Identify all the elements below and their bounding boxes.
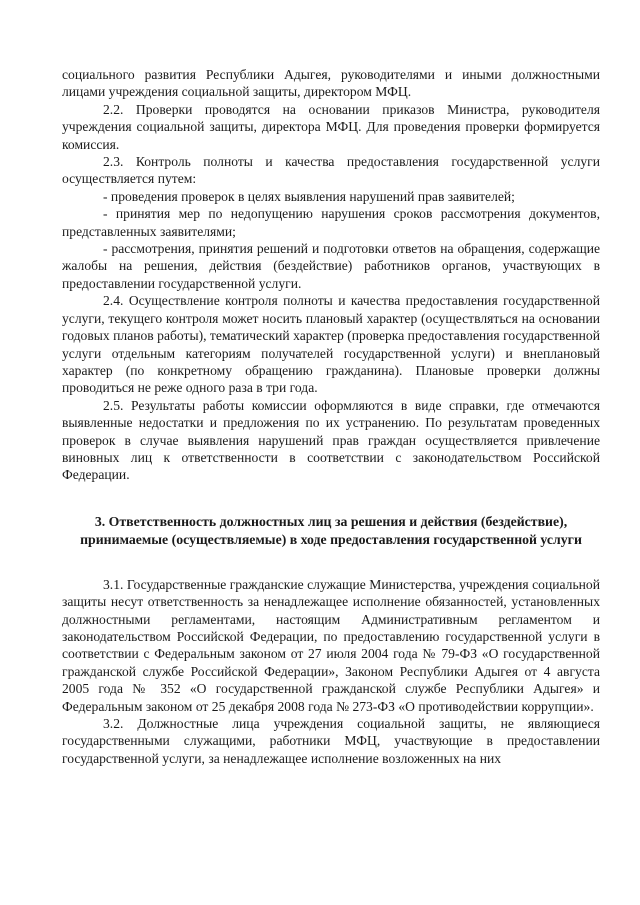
list-item-inspections: - проведения проверок в целях выявления нарушений прав заявителей;	[103, 188, 515, 204]
paragraph-continuation: социального развития Республики Адыгея, руководителями и иными должностными лицами учреждения социальной защиты, директором МФЦ.	[62, 67, 600, 100]
list-item-measures: - принятия мер по недопущению нарушения сроков рассмотрения документов, представленных заявителями;	[62, 206, 600, 239]
paragraph-2-3: 2.3. Контроль полноты и качества предоставления государственной услуги осуществляется путем:	[62, 154, 600, 187]
section-heading: 3. Ответственность должностных лиц за решения и действия (бездействие), принимаемые (осуществляемые) в ходе предоставления государственной услуги	[80, 513, 582, 547]
paragraph-2-4: 2.4. Осуществление контроля полноты и качества предоставления государственной услуги, текущего контроля может носить плановый характер (осуществляться на основании годовых планов работы), тематический характер (проверка предоставления государственной услуги отдельным категориям получателей государственной услуги) и внеплановый характер (по конкретному обращению гражданина). Плановые проверки должны проводиться не реже одного раза в три года.	[62, 293, 600, 396]
paragraph-2-5: 2.5. Результаты работы комиссии оформляются в виде справки, где отмечаются выявленные недостатки и предложения по их устранению. По результатам проведенных проверок в случае выявления нарушений прав граждан осуществляется привлечение виновных лиц к ответственности в соответствии с законодательством Российской Федерации.	[62, 397, 600, 483]
paragraph-3-2: 3.2. Должностные лица учреждения социальной защиты, не являющиеся государственными служащими, работники МФЦ, участвующие в предоставлении государственной услуги, за ненадлежащее исполнение возложенных на них	[62, 716, 600, 766]
document-page	[62, 66, 600, 767]
list-item-complaints: - рассмотрения, принятия решений и подготовки ответов на обращения, содержащие жалобы на решения, действия (бездействие) работников органов, участвующих в предоставлении государственной услуги.	[62, 241, 600, 291]
paragraph-2-2: 2.2. Проверки проводятся на основании приказов Министра, руководителя учреждения социальной защиты, директора МФЦ. Для проведения проверки формируется комиссия.	[62, 101, 600, 152]
paragraph-3-1: 3.1. Государственные гражданские служащие Министерства, учреждения социальной защиты несут ответственность за ненадлежащее исполнение обязанностей, установленных должностными регламентами, настоящим Административным регламентом и законодательством Российской Федерации, по предоставлению государственной услуги в соответствии с Федеральным законом от 27 июля 2004 года № 79-ФЗ «О государственной гражданской службе Российской Федерации», Законом Республики Адыгея от 4 августа 2005 года № 352 «О государственной гражданской службе Республики Адыгея» и Федеральным законом от 25 декабря 2008 года № 273-ФЗ «О противодействии коррупции».	[62, 576, 600, 714]
